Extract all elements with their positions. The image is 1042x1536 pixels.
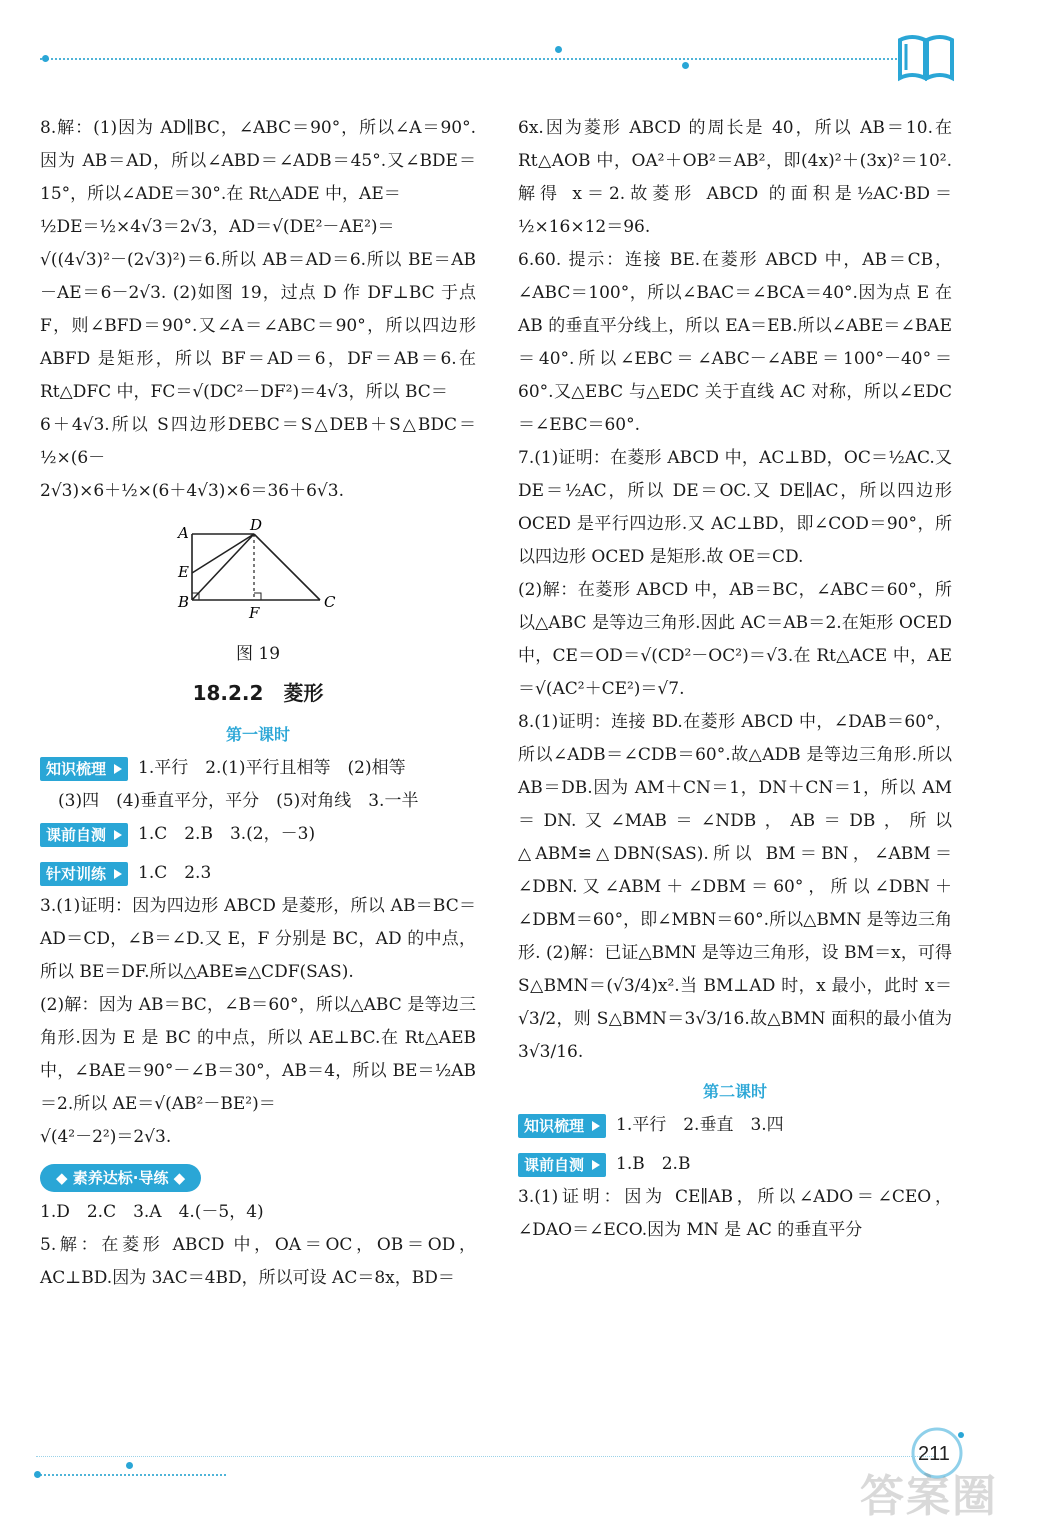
label-a: A [178, 524, 189, 542]
solution-3-second: 3.(1)证明：因为 CE∥AB，所以∠ADO＝∠CEO，∠DAO＝∠ECO.因为 MN 是 AC 的垂直平分 [518, 1187, 952, 1240]
tag-knowledge-2: 知识梳理 [518, 1114, 606, 1138]
solution-3-part3: √(4²－2²)＝2√3. [40, 1127, 172, 1147]
knowledge-answers: 1.平行 2.(1)平行且相等 (2)相等 [138, 758, 406, 778]
label-c: C [324, 593, 336, 611]
header-dot [682, 62, 689, 69]
solution-7-part1: 7.(1)证明：在菱形 ABCD 中，AC⊥BD，OC＝½AC.又 DE＝½AC，所以 DE＝OC.又 DE∥AC，所以四边形 OCED 是平行四边形.又 AC⊥BD，即∠COD＝90°，所以四边形 OCED 是矩形.故 OE＝CD. [518, 448, 952, 567]
watermark: 答案圈 [860, 1472, 998, 1521]
pill-literacy: ◆ 素养达标·导练 ◆ [40, 1164, 201, 1192]
training-answers: 1.C 2.3 [138, 863, 212, 883]
tag-training: 针对训练 [40, 862, 128, 886]
training-row [40, 857, 476, 890]
section-title: 18.2.2 菱形 [192, 681, 324, 705]
footer-dot [34, 1471, 41, 1478]
literacy-answers: 1.D 2.C 3.A 4.(－5，4) [40, 1202, 264, 1222]
solution-5-cont: 6x.因为菱形 ABCD 的周长是 40，所以 AB＝10.在 Rt△AOB 中，OA²＋OB²＝AB²，即(4x)²＋(3x)²＝10².解得 x＝2.故菱形 ABCD 的面积是½AC·BD＝½×16×12＝96. [518, 118, 952, 237]
solution-8-line3: √((4√3)²－(2√3)²)＝6.所以 AB＝AD＝6.所以 BE＝AB－AE＝6－2√3. (2)如图 19，过点 D 作 DF⊥BC 于点 F，则∠BFD＝90°.又∠A＝∠ABC＝90°，所以四边形 ABFD 是矩形，所以 BF＝AD＝6，DF＝AB＝6.在 Rt△DFC 中，FC＝√(DC²－DF²)＝4√3，所以 BC＝ [40, 250, 476, 402]
footer-dot [126, 1462, 133, 1469]
right-column [518, 112, 952, 1247]
solution-7-part2: (2)解：在菱形 ABCD 中，AB＝BC，∠ABC＝60°，所以△ABC 是等边三角形.因此 AC＝AB＝2.在矩形 OCED 中，CE＝OD＝√(CD²－OC²)＝√3.在 Rt△ACE 中，AE＝√(AC²＋CE²)＝√7. [518, 580, 952, 699]
solution-8-line2: ½DE＝½×4√3＝2√3，AD＝√(DE²－AE²)＝ [40, 217, 395, 237]
figure-19-diagram [40, 518, 476, 638]
label-d: D [250, 518, 263, 534]
header-dot [42, 55, 49, 62]
solution-3-part1: 3.(1)证明：因为四边形 ABCD 是菱形，所以 AB＝BC＝AD＝CD，∠B＝∠D.又 E，F 分别是 BC，AD 的中点，所以 BE＝DF.所以△ABE≌△CDF(SAS). [40, 896, 476, 982]
figure-19 [40, 518, 476, 638]
solution-8-line5: 2√3)×6＋½×(6＋4√3)×6＝36＋6√3. [40, 481, 344, 501]
knowledge-row [40, 752, 476, 785]
footer-dotted-rule [36, 1456, 936, 1457]
open-book-icon [896, 30, 956, 82]
label-f: F [249, 604, 260, 622]
knowledge-row-2 [518, 1109, 952, 1142]
solution-5: 5.解：在菱形 ABCD 中，OA＝OC，OB＝OD，AC⊥BD.因为 3AC＝4BD，所以可设 AC＝8x，BD＝ [40, 1235, 476, 1288]
tag-knowledge: 知识梳理 [40, 757, 128, 781]
label-b: B [178, 593, 190, 611]
solution-8-line4: 6＋4√3.所以 S四边形DEBC＝S△DEB＋S△BDC＝½×(6－ [40, 415, 476, 468]
pretest-answers-2: 1.B 2.B [616, 1154, 691, 1174]
tag-pretest: 课前自测 [40, 823, 128, 847]
lesson-title-1: 第一课时 [225, 725, 290, 744]
solution-8: 8.(1)证明：连接 BD.在菱形 ABCD 中，∠DAB＝60°，所以∠ADB＝∠CDB＝60°.故△ADB 是等边三角形.所以 AB＝DB.因为 AM＋CN＝1，DN＋CN＝1，所以 AM＝DN.又∠MAB＝∠NDB，AB＝DB，所以△ABM≌△DBN(SAS).所以 BM＝BN，∠ABM＝∠DBN.又∠ABM＋∠DBM＝60°，所以∠DBN＋∠DBM＝60°，即∠MBN＝60°.所以△BMN 是等边三角形. (2)解：已证△BMN 是等边三角形，设 BM＝x，可得 S△BMN＝(√3/4)x².当 BM⊥AD 时，x 最小，此时 x＝√3/2，则 S△BMN＝3√3/16.故△BMN 面积的最小值为 3√3/16. [518, 712, 952, 1062]
page-number: 211 [918, 1443, 950, 1465]
header-dotted-rule [40, 58, 900, 60]
pretest-row [40, 818, 476, 851]
solution-3-part2: (2)解：因为 AB＝BC，∠B＝60°，所以△ABC 是等边三角形.因为 E 是 BC 的中点，所以 AE⊥BC.在 Rt△AEB 中，∠BAE＝90°－∠B＝30°，AB＝4，所以 BE＝½AB＝2.所以 AE＝√(AB²－BE²)＝ [40, 995, 476, 1114]
solution-6: 6.60. 提示：连接 BE.在菱形 ABCD 中，AB＝CB，∠ABC＝100°，所以∠BAC＝∠BCA＝40°.因为点 E 在 AB 的垂直平分线上，所以 EA＝EB.所以∠ABE＝∠BAE＝40°.所以∠EBC＝∠ABC－∠ABE＝100°－40°＝60°.又△EBC 与△EDC 关于直线 AC 对称，所以∠EDC＝∠EBC＝60°. [518, 250, 952, 435]
tag-pretest-2: 课前自测 [518, 1153, 606, 1177]
left-column [40, 112, 476, 1295]
figure-caption: 图 19 [235, 644, 281, 664]
footer-dotted-rule-short [36, 1474, 226, 1476]
lesson-title-2: 第二课时 [702, 1082, 767, 1101]
knowledge-answers-cont: (3)四 (4)垂直平分，平分 (5)对角线 3.一半 [58, 791, 419, 811]
knowledge-answers-2: 1.平行 2.垂直 3.四 [616, 1115, 784, 1135]
pretest-answers: 1.C 2.B 3.(2，－3) [138, 824, 316, 844]
label-e: E [178, 563, 189, 581]
pretest-row-2 [518, 1148, 952, 1181]
solution-8-line1: 8.解：(1)因为 AD∥BC，∠ABC＝90°，所以∠A＝90°.因为 AB＝AD，所以∠ABD＝∠ADB＝45°.又∠BDE＝15°，所以∠ADE＝30°.在 Rt△ADE 中，AE＝ [40, 118, 476, 204]
header-dot [555, 46, 562, 53]
